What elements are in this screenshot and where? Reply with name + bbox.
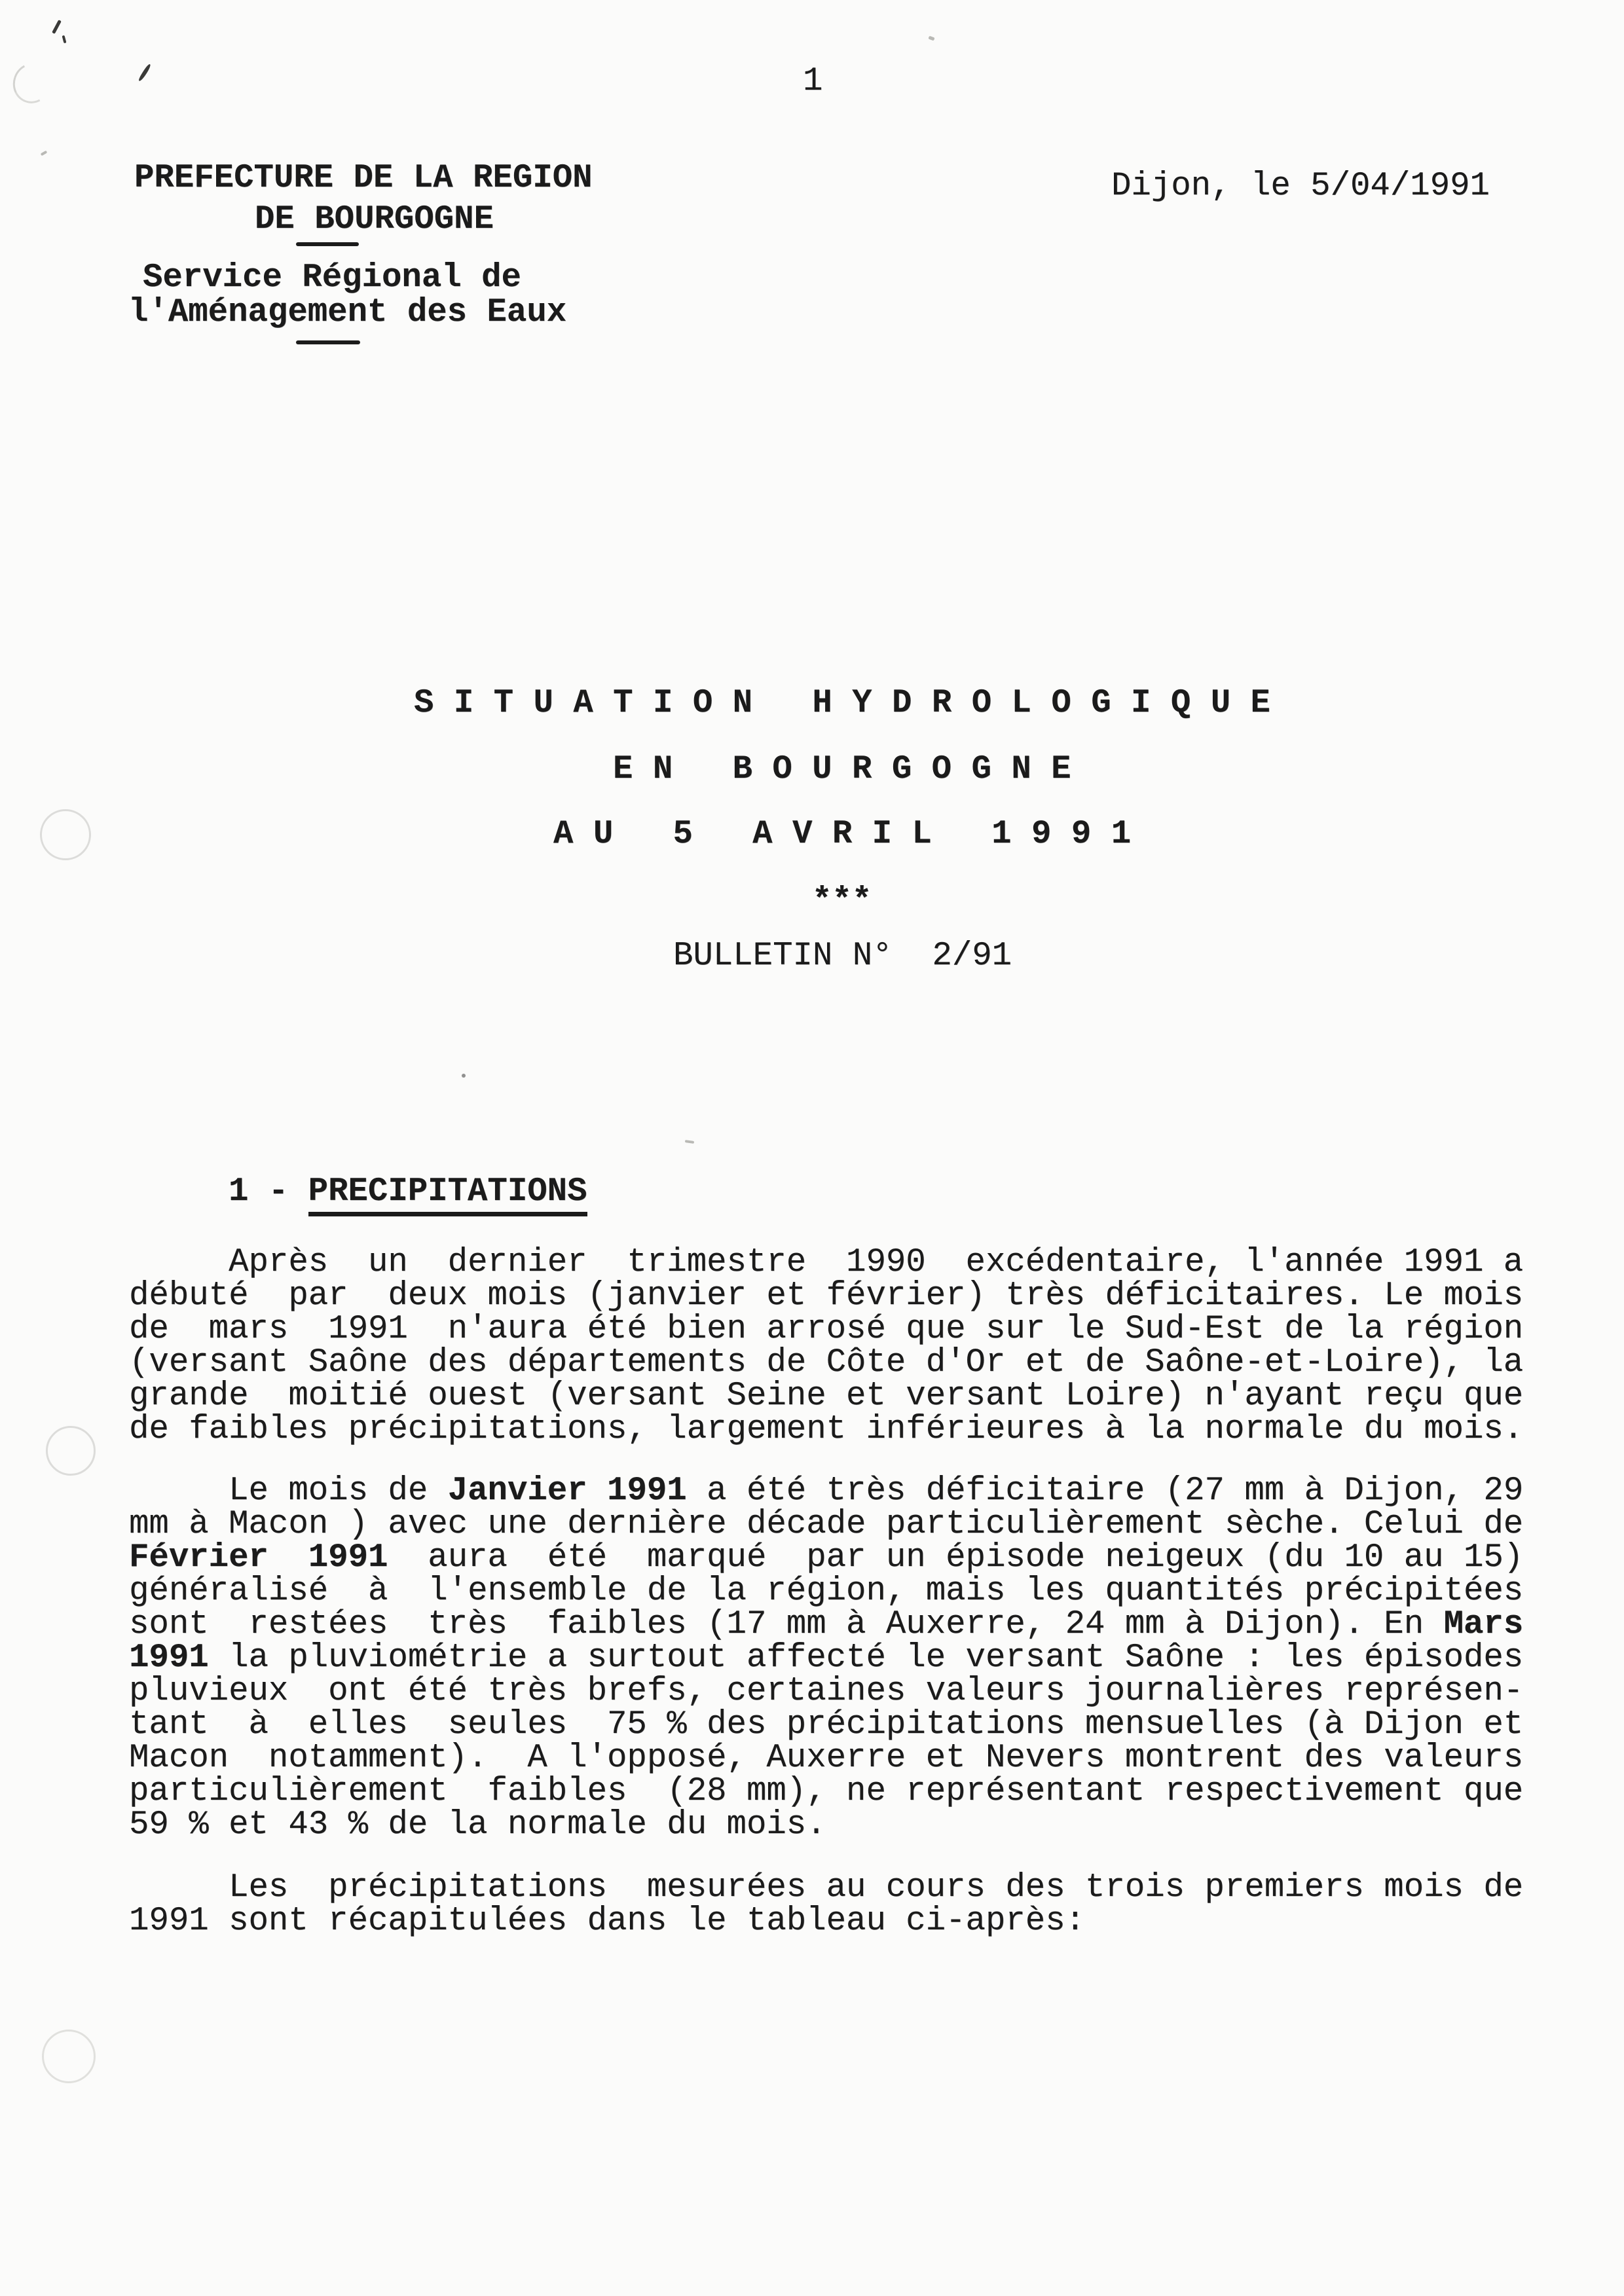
letterhead-line-1: PREFECTURE DE LA REGION [134, 160, 593, 197]
text-line [129, 1675, 1523, 1708]
text-line [129, 1904, 1523, 1938]
bold-text-segment: Janvier 1991 [447, 1472, 687, 1510]
text-segment: généralisé à l'ensemble de la région, mais les quantités précipitées [129, 1573, 1524, 1610]
text-segment: la pluviométrie a surtout affecté le versant Saône : les épisodes [208, 1639, 1524, 1677]
text-line [129, 1575, 1523, 1608]
section-heading [229, 1173, 587, 1211]
bold-text-segment: Février 1991 [129, 1539, 388, 1576]
text-line [129, 1871, 1523, 1904]
text-segment: de mars 1991 n'aura été bien arrosé que sur le Sud-Est de la région [129, 1311, 1524, 1348]
punch-hole-mark [40, 809, 91, 860]
letterhead-divider [296, 242, 359, 246]
text-segment: Macon notamment). A l'opposé, Auxerre et Nevers montrent des valeurs [129, 1740, 1524, 1777]
paragraph [129, 1246, 1523, 1446]
text-line [129, 1279, 1523, 1313]
text-segment: grande moitié ouest (versant Seine et versant Loire) n'ayant reçu que [129, 1377, 1524, 1415]
document-title-line-3: A U 5 A V R I L 1 9 9 1 [553, 816, 1132, 853]
document-title-line-1: S I T U A T I O N H Y D R O L O G I Q U E [414, 685, 1270, 722]
text-segment: aura été marqué par un épisode neigeux (du 10 au 15) [388, 1539, 1524, 1576]
scan-speck [685, 1140, 694, 1144]
bulletin-number: BULLETIN N° 2/91 [673, 938, 1012, 975]
bold-text-segment: 1991 [129, 1639, 209, 1677]
text-segment: 1991 sont récapitulées dans le tableau ci-après: [129, 1903, 1086, 1940]
text-segment: (versant Saône des départements de Côte d'Or et de Saône-et-Loire), la [129, 1344, 1524, 1381]
scan-speck [462, 1074, 466, 1078]
paragraph [129, 1474, 1523, 1842]
title-separator-stars: *** [812, 883, 872, 920]
text-segment: Les précipitations mesurées au cours des trois premiers mois de [129, 1869, 1524, 1906]
text-segment: particulièrement faibles (28 mm), ne représentant respectivement que [129, 1773, 1524, 1810]
letterhead-line-2: DE BOURGOGNE [255, 201, 494, 238]
text-line [129, 1246, 1523, 1279]
paragraph [129, 1871, 1523, 1938]
text-segment: Après un dernier trimestre 1990 excédentaire, l'année 1991 a [129, 1244, 1524, 1281]
dateline: Dijon, le 5/04/1991 [1111, 168, 1490, 205]
text-line [129, 1708, 1523, 1741]
document-title-line-2: E N B O U R G O G N E [613, 751, 1071, 788]
scan-speck [62, 35, 67, 44]
text-line [129, 1608, 1523, 1641]
text-segment: Le mois de [129, 1472, 448, 1510]
text-segment: 59 % et 43 % de la normale du mois. [129, 1806, 826, 1844]
punch-hole-mark [42, 2030, 96, 2083]
text-line [129, 1474, 1523, 1508]
text-segment: de faibles précipitations, largement inférieures à la normale du mois. [129, 1411, 1524, 1448]
punch-hole-mark [46, 1426, 96, 1476]
section-heading-text: PRECIPITATIONS [308, 1173, 587, 1216]
section-number: 1 - [229, 1173, 308, 1211]
letterhead-line-3: Service Régional de [143, 259, 521, 297]
bold-text-segment: Mars [1443, 1606, 1524, 1643]
text-segment: sont restées très faibles (17 mm à Auxerre, 24 mm à Dijon). En [129, 1606, 1444, 1643]
text-line [129, 1346, 1523, 1379]
letterhead-divider [296, 340, 360, 344]
text-line [129, 1741, 1523, 1775]
scan-speck [138, 64, 152, 82]
text-segment: tant à elles seules 75 % des précipitations mensuelles (à Dijon et [129, 1706, 1524, 1743]
letterhead-line-4: l'Aménagement des Eaux [128, 294, 567, 331]
text-line [129, 1413, 1523, 1446]
text-line [129, 1775, 1523, 1808]
text-segment: mm à Macon ) avec une dernière décade particulièrement sèche. Celui de [129, 1506, 1524, 1543]
text-segment: pluvieux ont été très brefs, certaines valeurs journalières représen- [129, 1673, 1524, 1710]
scan-speck [52, 20, 62, 34]
text-segment: a été très déficitaire (27 mm à Dijon, 29 [686, 1472, 1524, 1510]
page-number: 1 [803, 63, 823, 100]
text-line [129, 1508, 1523, 1541]
scan-artifact-arc [8, 58, 56, 109]
text-segment: débuté par deux mois (janvier et février) très déficitaires. Le mois [129, 1277, 1524, 1315]
text-line [129, 1313, 1523, 1346]
text-line [129, 1379, 1523, 1413]
scan-speck [928, 36, 934, 41]
text-line [129, 1808, 1523, 1842]
text-line [129, 1541, 1523, 1575]
text-line [129, 1641, 1523, 1675]
scan-speck [41, 151, 48, 156]
